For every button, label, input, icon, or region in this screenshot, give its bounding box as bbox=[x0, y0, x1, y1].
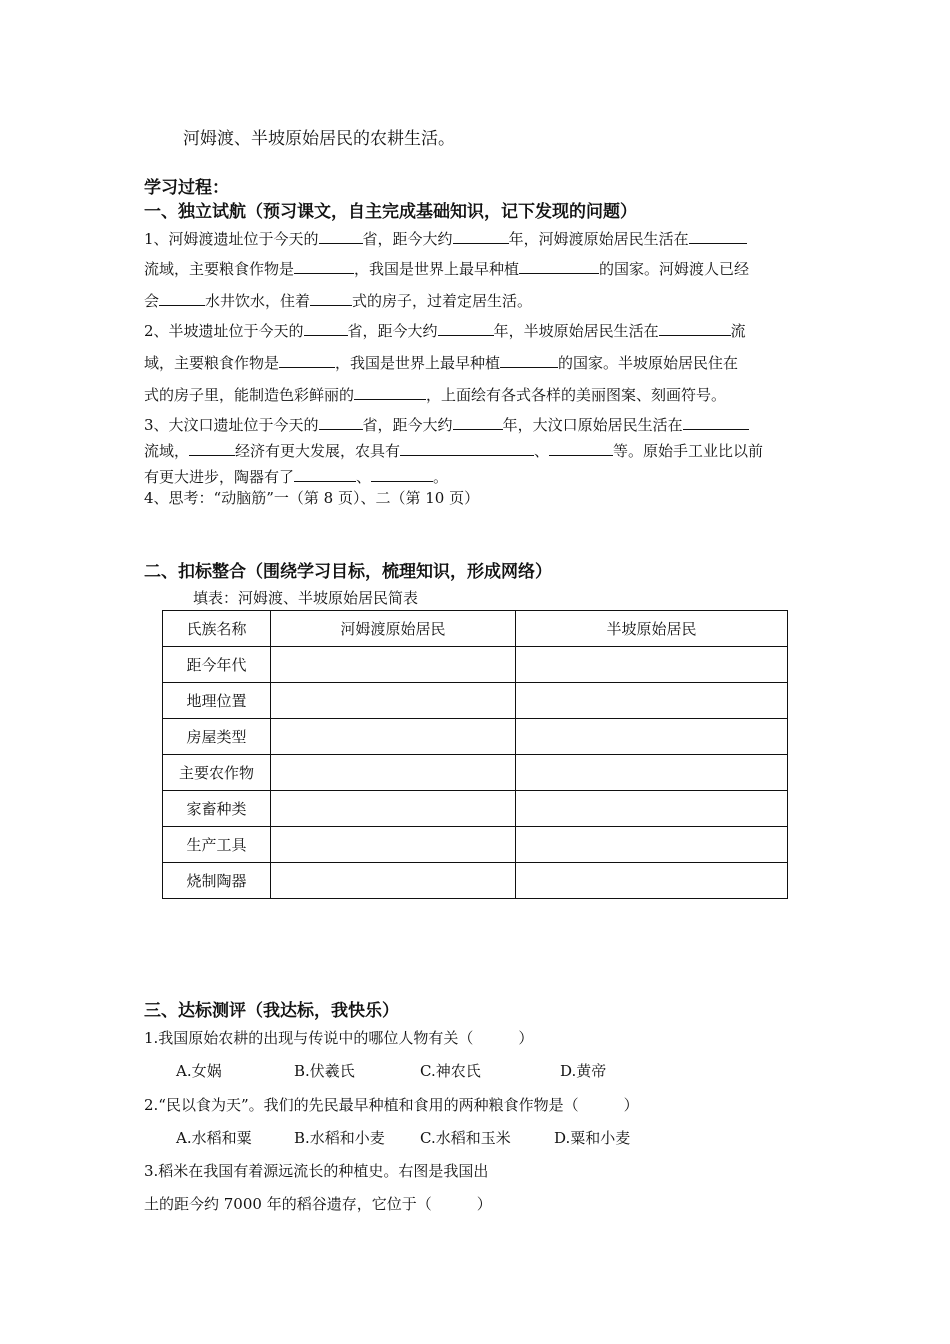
fill-blank[interactable] bbox=[319, 228, 363, 244]
s1-q3-line1 bbox=[144, 414, 749, 435]
fill-blank[interactable] bbox=[519, 258, 599, 274]
s1-q1-line1 bbox=[144, 228, 747, 249]
text: 水井饮水，住着 bbox=[205, 292, 311, 310]
table-cell[interactable] bbox=[516, 827, 788, 863]
s1-q4: 4、思考：“动脑筋”一（第 8 页）、二（第 10 页） bbox=[144, 489, 480, 507]
text: 年，半坡原始居民生活在 bbox=[493, 322, 659, 340]
text: 有更大进步，陶器有了 bbox=[144, 468, 295, 486]
text: 年，大汶口原始居民生活在 bbox=[502, 416, 683, 434]
text: 等。原始手工业比以前 bbox=[613, 442, 764, 460]
table-row bbox=[163, 647, 788, 683]
fill-blank[interactable] bbox=[159, 290, 205, 306]
section1-heading: 一、独立试航（预习课文，自主完成基础知识，记下发现的问题） bbox=[144, 202, 637, 222]
fill-blank[interactable] bbox=[294, 466, 356, 482]
text: 流域，主要粮食作物是 bbox=[144, 260, 295, 278]
s1-q2-line1 bbox=[144, 320, 746, 341]
fill-blank[interactable] bbox=[438, 320, 494, 336]
option-a[interactable]: A.女娲 bbox=[176, 1062, 222, 1080]
option-a[interactable]: A.水稻和粟 bbox=[176, 1129, 252, 1147]
text: ，上面绘有各式各样的美丽图案、刻画符号。 bbox=[426, 386, 727, 404]
table-cell[interactable] bbox=[271, 827, 516, 863]
row-label: 生产工具 bbox=[163, 827, 271, 863]
text: 流 bbox=[730, 322, 746, 340]
text: 的国家。半坡原始居民住在 bbox=[558, 354, 739, 372]
table-header: 半坡原始居民 bbox=[516, 611, 788, 647]
s3-q2-stem: 2.“民以食为天”。我们的先民最早种植和食用的两种粮食作物是（ ） bbox=[144, 1096, 639, 1114]
text: 经济有更大发展，农具有 bbox=[235, 442, 401, 460]
table-row bbox=[163, 683, 788, 719]
table-cell[interactable] bbox=[271, 863, 516, 899]
text: 会 bbox=[144, 292, 160, 310]
table-header: 河姆渡原始居民 bbox=[271, 611, 516, 647]
fill-blank[interactable] bbox=[319, 414, 363, 430]
fill-blank[interactable] bbox=[371, 466, 433, 482]
table-cell[interactable] bbox=[516, 755, 788, 791]
fill-blank[interactable] bbox=[310, 290, 352, 306]
table-caption: 填表：河姆渡、半坡原始居民简表 bbox=[193, 589, 419, 607]
table-row bbox=[163, 791, 788, 827]
option-d[interactable]: D.粟和小麦 bbox=[554, 1129, 631, 1147]
text: 流域， bbox=[144, 442, 190, 460]
text: 3、大汶口遗址位于今天的 bbox=[144, 416, 319, 434]
row-label: 烧制陶器 bbox=[163, 863, 271, 899]
table-header-row bbox=[163, 611, 788, 647]
intro-text: 河姆渡、半坡原始居民的农耕生活。 bbox=[183, 129, 455, 149]
s1-q2-line3 bbox=[144, 384, 726, 405]
table-cell[interactable] bbox=[516, 647, 788, 683]
fill-blank[interactable] bbox=[549, 440, 613, 456]
text: 域，主要粮食作物是 bbox=[144, 354, 280, 372]
text: 的国家。河姆渡人已经 bbox=[599, 260, 750, 278]
table-cell[interactable] bbox=[516, 863, 788, 899]
s1-q1-line3 bbox=[144, 290, 532, 311]
fill-blank[interactable] bbox=[294, 258, 354, 274]
fill-blank[interactable] bbox=[354, 384, 426, 400]
fill-blank[interactable] bbox=[279, 352, 335, 368]
s1-q3-line2 bbox=[144, 440, 763, 461]
text: 省，距今大约 bbox=[347, 322, 438, 340]
text: 、 bbox=[534, 442, 550, 460]
fill-blank[interactable] bbox=[500, 352, 558, 368]
table-cell[interactable] bbox=[271, 791, 516, 827]
s3-q1-stem: 1.我国原始农耕的出现与传说中的哪位人物有关（ ） bbox=[144, 1029, 534, 1047]
row-label: 地理位置 bbox=[163, 683, 271, 719]
text: 式的房子里，能制造色彩鲜丽的 bbox=[144, 386, 355, 404]
text: 省，距今大约 bbox=[362, 230, 453, 248]
text: 。 bbox=[433, 468, 449, 486]
s3-q3-line1: 3.稻米在我国有着源远流长的种植史。右图是我国出 bbox=[144, 1162, 489, 1180]
s3-q2-options bbox=[176, 1128, 630, 1148]
table-cell[interactable] bbox=[516, 791, 788, 827]
text: 年，河姆渡原始居民生活在 bbox=[508, 230, 689, 248]
row-label: 主要农作物 bbox=[163, 755, 271, 791]
row-label: 距今年代 bbox=[163, 647, 271, 683]
process-heading: 学习过程： bbox=[144, 178, 229, 198]
text: 式的房子，过着定居生活。 bbox=[352, 292, 533, 310]
row-label: 家畜种类 bbox=[163, 791, 271, 827]
table-row bbox=[163, 719, 788, 755]
option-d[interactable]: D.黄帝 bbox=[560, 1062, 607, 1080]
option-c[interactable]: C.水稻和玉米 bbox=[420, 1129, 511, 1147]
option-b[interactable]: B.伏羲氏 bbox=[294, 1062, 355, 1080]
option-c[interactable]: C.神农氏 bbox=[420, 1062, 481, 1080]
fill-blank[interactable] bbox=[683, 414, 749, 430]
s3-q3-line2: 土的距今约 7000 年的稻谷遗存，它位于（ ） bbox=[144, 1195, 492, 1213]
fill-blank[interactable] bbox=[659, 320, 731, 336]
table-cell[interactable] bbox=[271, 683, 516, 719]
text: 、 bbox=[356, 468, 372, 486]
s1-q2-line2 bbox=[144, 352, 738, 373]
text: 省，距今大约 bbox=[362, 416, 453, 434]
table-row bbox=[163, 827, 788, 863]
fill-blank[interactable] bbox=[304, 320, 348, 336]
s1-q3-line3 bbox=[144, 466, 448, 487]
fill-blank[interactable] bbox=[189, 440, 235, 456]
s3-q1-options bbox=[176, 1061, 606, 1081]
table-row bbox=[163, 755, 788, 791]
fill-blank[interactable] bbox=[689, 228, 747, 244]
text: ，我国是世界上最早种植 bbox=[354, 260, 520, 278]
fill-blank[interactable] bbox=[400, 440, 534, 456]
fill-blank[interactable] bbox=[453, 414, 503, 430]
residents-table bbox=[162, 610, 788, 899]
table-cell[interactable] bbox=[271, 647, 516, 683]
table-cell[interactable] bbox=[516, 719, 788, 755]
table-cell[interactable] bbox=[271, 719, 516, 755]
section3-heading: 三、达标测评（我达标，我快乐） bbox=[144, 1001, 399, 1021]
section2-heading: 二、扣标整合（围绕学习目标，梳理知识，形成网络） bbox=[144, 562, 552, 582]
text: 2、半坡遗址位于今天的 bbox=[144, 322, 304, 340]
text: 1、河姆渡遗址位于今天的 bbox=[144, 230, 319, 248]
s1-q1-line2 bbox=[144, 258, 749, 279]
option-b[interactable]: B.水稻和小麦 bbox=[294, 1129, 385, 1147]
text: ，我国是世界上最早种植 bbox=[335, 354, 501, 372]
table-header: 氏族名称 bbox=[163, 611, 271, 647]
fill-blank[interactable] bbox=[453, 228, 509, 244]
table-row bbox=[163, 863, 788, 899]
table-cell[interactable] bbox=[516, 683, 788, 719]
row-label: 房屋类型 bbox=[163, 719, 271, 755]
table-cell[interactable] bbox=[271, 755, 516, 791]
